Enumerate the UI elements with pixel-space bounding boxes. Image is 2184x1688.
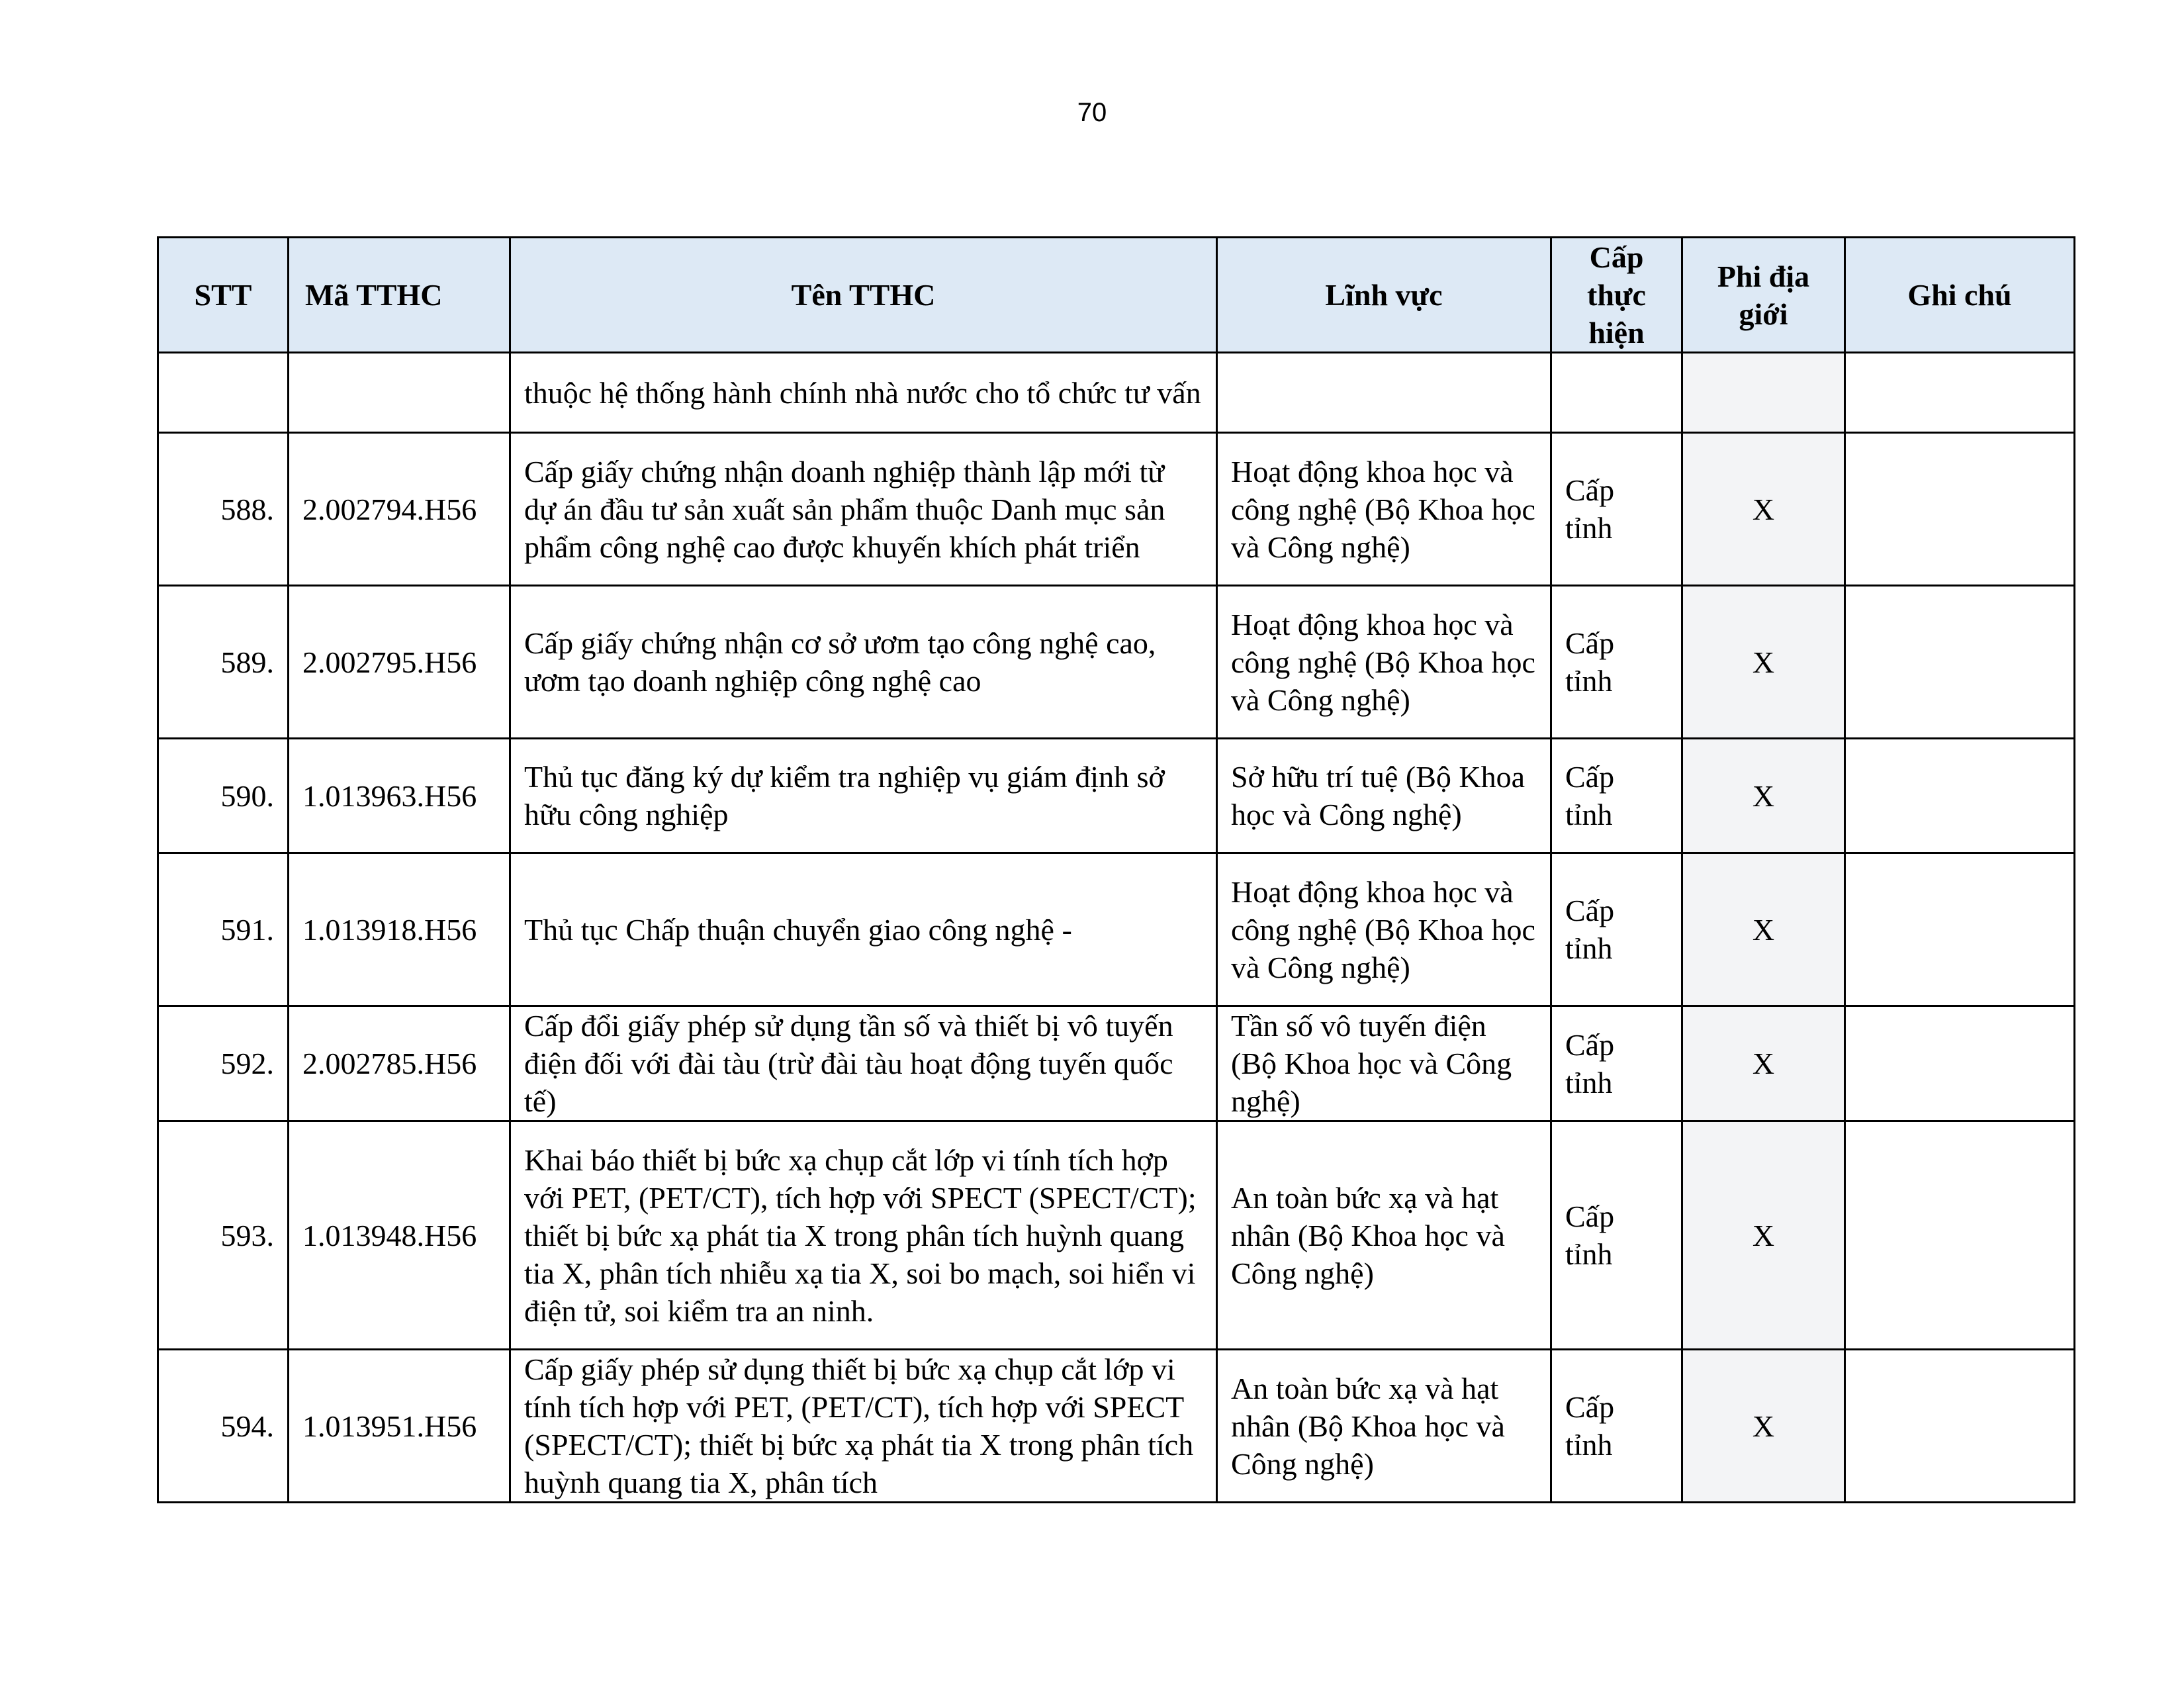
cell-field: Hoạt động khoa học và công nghệ (Bộ Khoa học và Công nghệ): [1217, 853, 1551, 1006]
cell-name: Thủ tục Chấp thuận chuyển giao công nghệ -: [510, 853, 1217, 1006]
table-header-row: [158, 238, 2075, 353]
cell-stt: 590.: [158, 739, 289, 853]
cell-name: Cấp giấy chứng nhận cơ sở ươm tạo công nghệ cao, ươm tạo doanh nghiệp công nghệ cao: [510, 586, 1217, 739]
table-row: [158, 433, 2075, 586]
cell-stt: 591.: [158, 853, 289, 1006]
cell-non-boundary: X: [1682, 1121, 1845, 1350]
cell-note: [1845, 1350, 2075, 1503]
page-number: 70: [1077, 98, 1107, 127]
cell-name: Cấp giấy phép sử dụng thiết bị bức xạ chụp cắt lớp vi tính tích hợp với PET, (PET/CT), tích hợp với SPECT (SPECT/CT); thiết bị bức xạ phát tia X trong phân tích huỳnh quang tia X, phân tích: [510, 1350, 1217, 1503]
cell-stt: 589.: [158, 586, 289, 739]
table-row: [158, 853, 2075, 1006]
cell-non-boundary: X: [1682, 1006, 1845, 1121]
cell-non-boundary: X: [1682, 739, 1845, 853]
cell-non-boundary: X: [1682, 853, 1845, 1006]
cell-name: Khai báo thiết bị bức xạ chụp cắt lớp vi tính tích hợp với PET, (PET/CT), tích hợp với SPECT (SPECT/CT); thiết bị bức xạ phát tia X trong phân tích huỳnh quang tia X, phân tích nhiễu xạ tia X, soi bo mạch, soi hiển vi điện tử, soi kiểm tra an ninh.: [510, 1121, 1217, 1350]
procedures-table: [157, 236, 2075, 1503]
cell-field: An toàn bức xạ và hạt nhân (Bộ Khoa học và Công nghệ): [1217, 1121, 1551, 1350]
cell-stt: 592.: [158, 1006, 289, 1121]
table-row: [158, 353, 2075, 433]
cell-level: Cấp tỉnh: [1551, 1121, 1682, 1350]
cell-field: Sở hữu trí tuệ (Bộ Khoa học và Công nghệ): [1217, 739, 1551, 853]
cell-field: Hoạt động khoa học và công nghệ (Bộ Khoa học và Công nghệ): [1217, 586, 1551, 739]
cell-code: 1.013951.H56: [289, 1350, 510, 1503]
cell-code: [289, 353, 510, 433]
header-note: Ghi chú: [1845, 238, 2075, 353]
cell-level: Cấp tỉnh: [1551, 433, 1682, 586]
cell-name: thuộc hệ thống hành chính nhà nước cho tổ chức tư vấn: [510, 353, 1217, 433]
cell-name: Cấp đổi giấy phép sử dụng tần số và thiết bị vô tuyến điện đối với đài tàu (trừ đài tàu hoạt động tuyến quốc tế): [510, 1006, 1217, 1121]
cell-stt: 588.: [158, 433, 289, 586]
cell-note: [1845, 353, 2075, 433]
table-row: [158, 1006, 2075, 1121]
cell-note: [1845, 1006, 2075, 1121]
table-row: [158, 586, 2075, 739]
cell-code: 2.002785.H56: [289, 1006, 510, 1121]
cell-field: An toàn bức xạ và hạt nhân (Bộ Khoa học và Công nghệ): [1217, 1350, 1551, 1503]
cell-note: [1845, 1121, 2075, 1350]
cell-code: 2.002794.H56: [289, 433, 510, 586]
cell-code: 2.002795.H56: [289, 586, 510, 739]
cell-non-boundary: X: [1682, 586, 1845, 739]
cell-code: 1.013918.H56: [289, 853, 510, 1006]
cell-field: [1217, 353, 1551, 433]
cell-level: [1551, 353, 1682, 433]
cell-non-boundary: X: [1682, 433, 1845, 586]
header-field: Lĩnh vực: [1217, 238, 1551, 353]
cell-stt: 593.: [158, 1121, 289, 1350]
cell-code: 1.013963.H56: [289, 739, 510, 853]
cell-level: Cấp tỉnh: [1551, 586, 1682, 739]
cell-non-boundary: [1682, 353, 1845, 433]
table-row: [158, 739, 2075, 853]
cell-level: Cấp tỉnh: [1551, 1350, 1682, 1503]
cell-field: Tần số vô tuyến điện (Bộ Khoa học và Công nghệ): [1217, 1006, 1551, 1121]
cell-level: Cấp tỉnh: [1551, 739, 1682, 853]
cell-note: [1845, 739, 2075, 853]
header-code: Mã TTHC: [289, 238, 510, 353]
cell-level: Cấp tỉnh: [1551, 853, 1682, 1006]
cell-note: [1845, 433, 2075, 586]
cell-note: [1845, 853, 2075, 1006]
cell-field: Hoạt động khoa học và công nghệ (Bộ Khoa học và Công nghệ): [1217, 433, 1551, 586]
cell-note: [1845, 586, 2075, 739]
cell-stt: [158, 353, 289, 433]
cell-name: Thủ tục đăng ký dự kiểm tra nghiệp vụ giám định sở hữu công nghiệp: [510, 739, 1217, 853]
cell-non-boundary: X: [1682, 1350, 1845, 1503]
header-non-boundary: Phi địa giới: [1682, 238, 1845, 353]
cell-level: Cấp tỉnh: [1551, 1006, 1682, 1121]
cell-name: Cấp giấy chứng nhận doanh nghiệp thành lập mới từ dự án đầu tư sản xuất sản phẩm thuộc Danh mục sản phẩm công nghệ cao được khuyến khích phát triển: [510, 433, 1217, 586]
header-level: Cấp thực hiện: [1551, 238, 1682, 353]
header-stt: STT: [158, 238, 289, 353]
header-name: Tên TTHC: [510, 238, 1217, 353]
cell-code: 1.013948.H56: [289, 1121, 510, 1350]
cell-stt: 594.: [158, 1350, 289, 1503]
table-row: [158, 1350, 2075, 1503]
table-row: [158, 1121, 2075, 1350]
